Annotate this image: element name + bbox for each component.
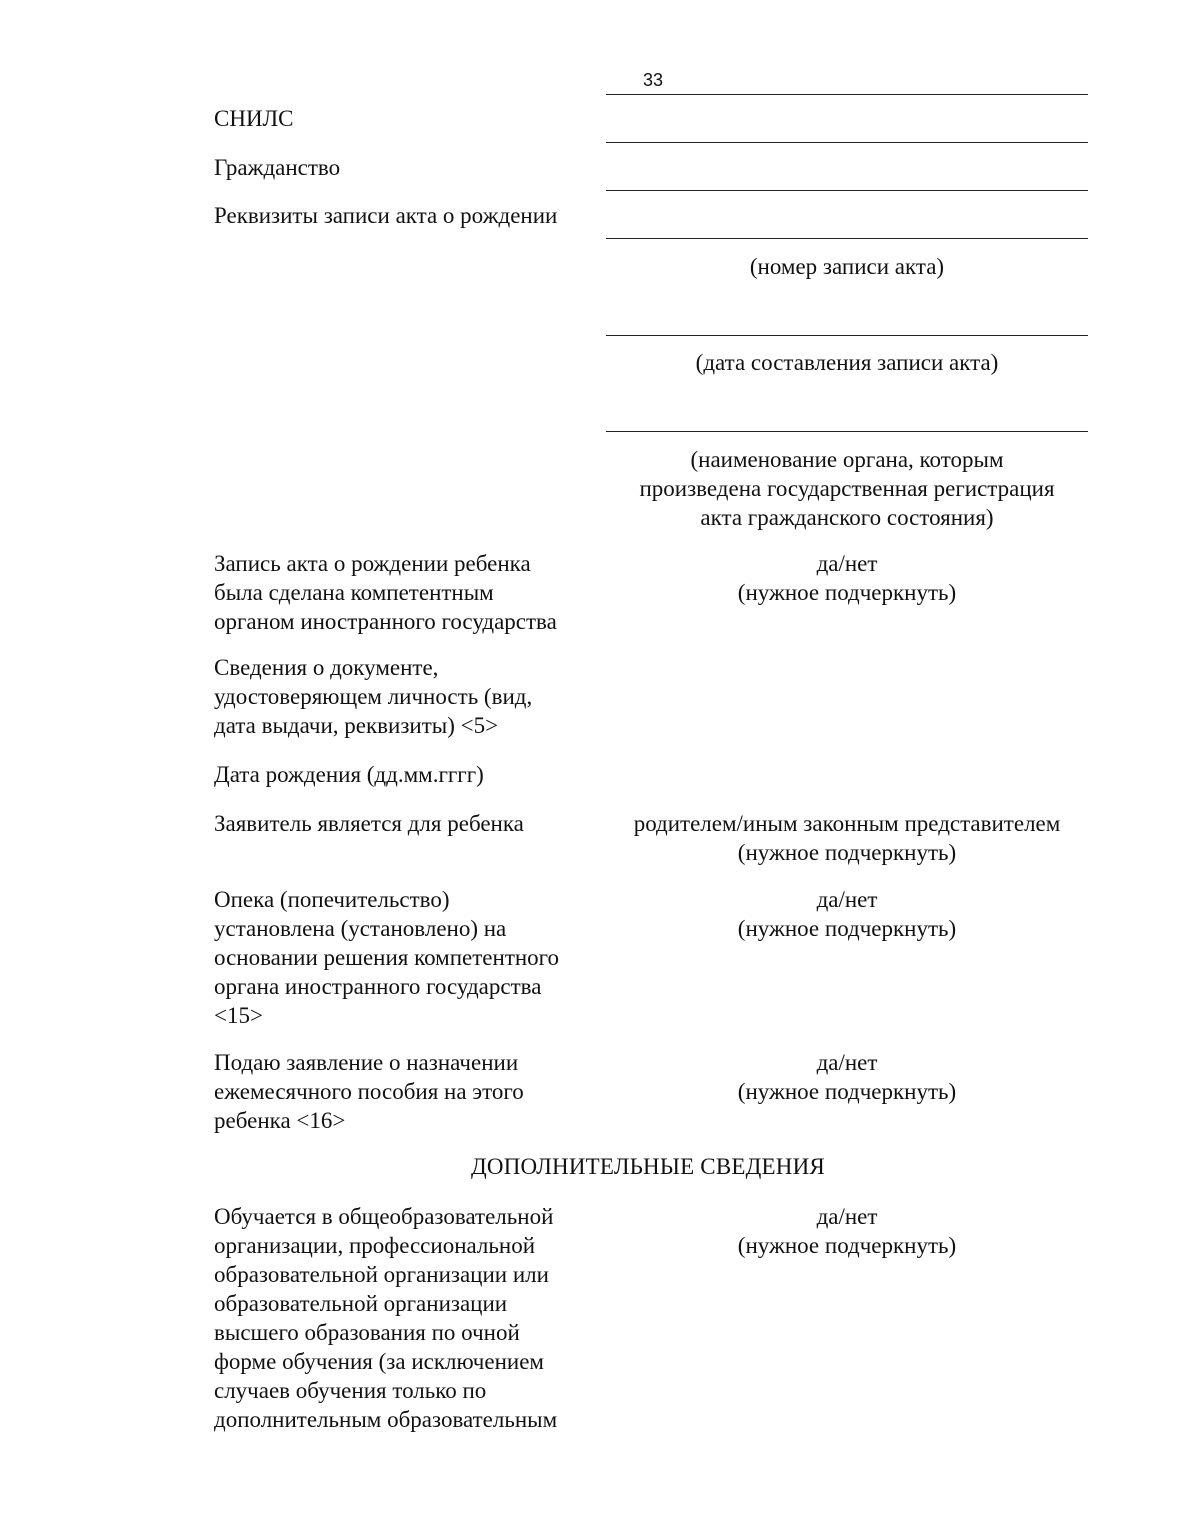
record-number-caption: (номер записи акта) <box>749 254 945 279</box>
record-date-input-line[interactable] <box>606 335 1088 336</box>
registering-body-caption: (наименование органа, которым произведена государственная регистрация акта гражданского состояния) <box>639 447 1055 530</box>
birth-record-label: Реквизиты записи акта о рождении <box>214 203 558 228</box>
citizenship-input-line[interactable] <box>606 190 1088 191</box>
education-label: Обучается в общеобразовательной организации, профессиональной образовательной организации или образовательной организации высшего образования по очной форме обучения (за исключением случаев обучения только по дополнительным образовательным <box>214 1204 558 1432</box>
page-number-rule <box>606 94 1088 95</box>
underline-hint: (нужное подчеркнуть) <box>737 840 957 865</box>
birth-date-label: Дата рождения (дд.мм.гггг) <box>214 762 484 787</box>
foreign-record-choice[interactable] <box>606 549 1088 607</box>
page-number: 33 <box>643 70 664 90</box>
identity-document-label: Сведения о документе, удостоверяющем личность (вид, дата выдачи, реквизиты) <5> <box>214 655 533 738</box>
foreign-record-label: Запись акта о рождении ребенка была сделана компетентным органом иностранного государства <box>214 551 557 634</box>
applicant-role-choice[interactable] <box>600 809 1094 867</box>
guardianship-choice[interactable] <box>606 885 1088 943</box>
yes-no-option[interactable]: да/нет <box>816 551 878 576</box>
registering-body-input-line[interactable] <box>606 431 1088 432</box>
role-option[interactable]: родителем/иным законным представителем <box>633 811 1061 836</box>
additional-info-heading: ДОПОЛНИТЕЛЬНЫЕ СВЕДЕНИЯ <box>471 1154 825 1179</box>
underline-hint: (нужное подчеркнуть) <box>737 580 957 605</box>
monthly-allowance-label: Подаю заявление о назначении ежемесячного пособия на этого ребенка <16> <box>214 1050 524 1133</box>
underline-hint: (нужное подчеркнуть) <box>737 916 957 941</box>
yes-no-option[interactable]: да/нет <box>816 1050 878 1075</box>
citizenship-label: Гражданство <box>214 155 341 180</box>
monthly-allowance-choice[interactable] <box>606 1048 1088 1106</box>
underline-hint: (нужное подчеркнуть) <box>737 1233 957 1258</box>
education-choice[interactable] <box>606 1202 1088 1260</box>
record-date-caption: (дата составления записи акта) <box>695 350 999 375</box>
snils-input-line[interactable] <box>606 142 1088 143</box>
record-number-input-line[interactable] <box>606 238 1088 239</box>
yes-no-option[interactable]: да/нет <box>816 887 878 912</box>
guardianship-label: Опека (попечительство) установлена (установлено) на основании решения компетентного органа иностранного государства <15> <box>214 887 560 1028</box>
yes-no-option[interactable]: да/нет <box>816 1204 878 1229</box>
snils-label: СНИЛС <box>214 106 294 131</box>
applicant-role-label: Заявитель является для ребенка <box>214 811 524 836</box>
underline-hint: (нужное подчеркнуть) <box>737 1079 957 1104</box>
